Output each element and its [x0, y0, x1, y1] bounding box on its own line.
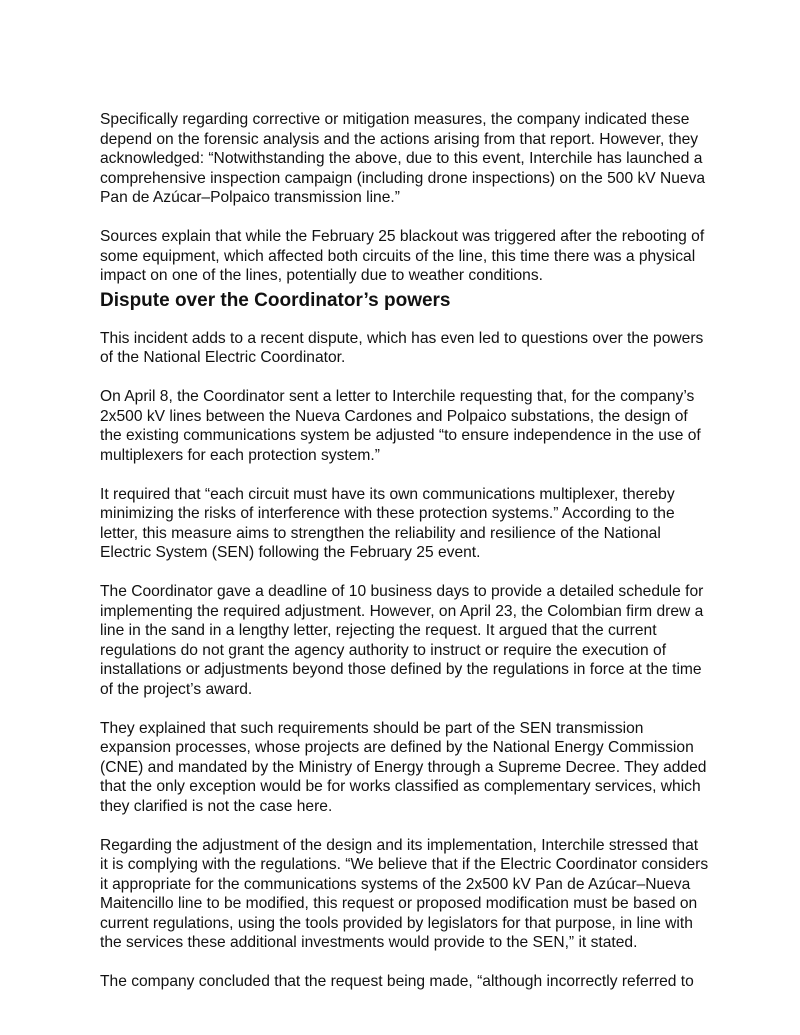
- text-line: expansion processes, whose projects are defined by the National Energy Commission: [100, 739, 694, 756]
- section-heading: Dispute over the Coordinator’s powers: [100, 290, 451, 311]
- text-line: regulations do not grant the agency authority to instruct or require the execution of: [100, 641, 667, 659]
- paragraph: [100, 582, 720, 699]
- text-line: acknowledged: “Notwithstanding the above, due to this event, Interchile has launched a: [100, 150, 703, 167]
- paragraph: [100, 485, 720, 563]
- text-line: Sources explain that while the February 25 blackout was triggered after the rebooting of: [100, 228, 705, 245]
- paragraph: [100, 227, 720, 286]
- text-line: They explained that such requirements should be part of the SEN transmission: [100, 719, 644, 737]
- text-line: of the project’s award.: [100, 680, 253, 698]
- text-line: they clarified is not the case here.: [100, 797, 333, 815]
- text-line: that the only exception would be for works classified as complementary services, which: [100, 778, 701, 795]
- text-line: letter, this measure aims to strengthen the reliability and resilience of the National: [100, 524, 661, 542]
- text-line: The company concluded that the request being made, “although incorrectly referred to: [100, 973, 694, 990]
- paragraph: [100, 836, 720, 953]
- text-line: This incident adds to a recent dispute, which has even led to questions over the powers: [100, 329, 704, 347]
- text-line: Electric System (SEN) following the February 25 event.: [100, 544, 481, 561]
- paragraph: [100, 972, 720, 992]
- paragraph: [100, 329, 720, 368]
- text-line: impact on one of the lines, potentially due to weather conditions.: [100, 267, 543, 284]
- text-line: Pan de Azúcar–Polpaico transmission line.”: [100, 189, 400, 206]
- text-line: multiplexers for each protection system.”: [100, 446, 380, 464]
- text-line: Maitencillo line to be modified, this request or proposed modification must be based on: [100, 895, 698, 912]
- text-line: installations or adjustments beyond those defined by the regulations in force at the time: [100, 661, 702, 678]
- text-line: 2x500 kV lines between the Nueva Cardones and Polpaico substations, the design of: [100, 407, 688, 425]
- section-intro: [100, 110, 720, 286]
- section-dispute: [100, 329, 720, 992]
- text-line: it appropriate for the communications systems of the 2x500 kV Pan de Azúcar–Nueva: [100, 875, 691, 893]
- text-line: Specifically regarding corrective or mitigation measures, the company indicated these: [100, 111, 690, 128]
- text-line: On April 8, the Coordinator sent a letter to Interchile requesting that, for the company’s: [100, 388, 695, 405]
- paragraph: [100, 719, 720, 817]
- text-line: implementing the required adjustment. However, on April 23, the Colombian firm drew a: [100, 602, 704, 620]
- text-line: current regulations, using the tools provided by legislators for that purpose, in line with: [100, 914, 693, 932]
- document-page: [100, 110, 720, 1011]
- text-line: depend on the forensic analysis and the actions arising from that report. However, they: [100, 130, 699, 148]
- text-line: comprehensive inspection campaign (including drone inspections) on the 500 kV Nueva: [100, 169, 706, 187]
- text-line: minimizing the risks of interference with these protection systems.” According to the: [100, 505, 675, 522]
- text-line: (CNE) and mandated by the Ministry of Energy through a Supreme Decree. They added: [100, 758, 707, 776]
- text-line: it is complying with the regulations. “We believe that if the Electric Coordinator considers: [100, 856, 709, 873]
- text-line: The Coordinator gave a deadline of 10 business days to provide a detailed schedule for: [100, 583, 704, 600]
- text-line: of the National Electric Coordinator.: [100, 349, 346, 366]
- text-line: the existing communications system be adjusted “to ensure independence in the use of: [100, 427, 701, 444]
- text-line: line in the sand in a lengthy letter, rejecting the request. It argued that the current: [100, 622, 657, 639]
- text-line: some equipment, which affected both circuits of the line, this time there was a physical: [100, 247, 696, 265]
- paragraph: [100, 387, 720, 465]
- text-line: Regarding the adjustment of the design and its implementation, Interchile stressed that: [100, 836, 699, 854]
- text-line: the services these additional investments would provide to the SEN,” it stated.: [100, 934, 638, 951]
- text-line: It required that “each circuit must have its own communications multiplexer, thereby: [100, 485, 675, 503]
- paragraph: [100, 110, 720, 208]
